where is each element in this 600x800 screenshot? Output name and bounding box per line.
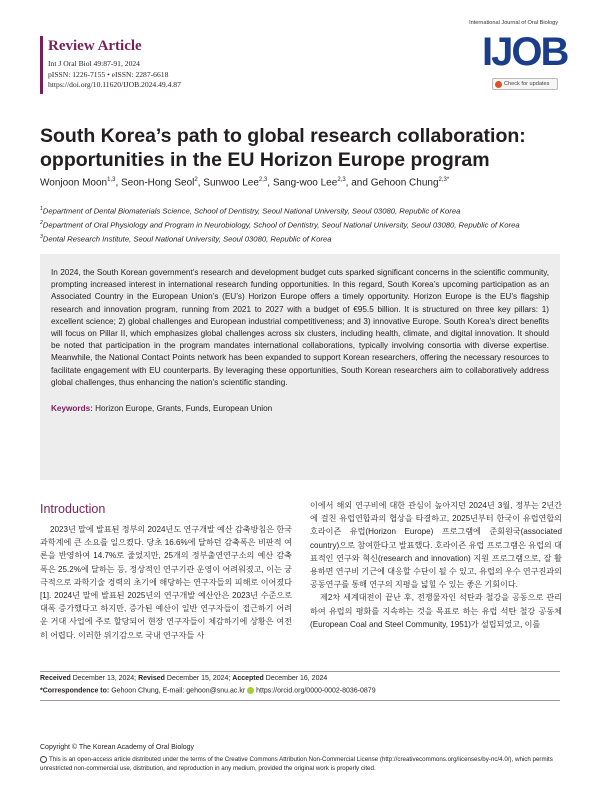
- logo-text: IJOB: [482, 30, 568, 74]
- section-heading: Introduction: [40, 502, 106, 516]
- footer-divider: [40, 700, 560, 701]
- accepted-label: Accepted: [232, 675, 264, 682]
- journal-citation: Int J Oral Biol 49:87-91, 2024: [48, 59, 140, 68]
- author-affil-sup: 2: [194, 177, 198, 183]
- received-date: December 13, 2024;: [72, 675, 137, 682]
- abstract-box: [40, 254, 560, 480]
- journal-doi[interactable]: https://doi.org/10.11620/IJOB.2024.49.4.87: [48, 80, 181, 90]
- affiliation-text: Department of Oral Physiology and Program in Neurobiology, School of Dentistry, Seoul National University, Seoul 03080, Republic of Korea: [42, 220, 520, 230]
- author-affil-sup: 1,3: [107, 177, 116, 183]
- keywords-label: Keywords:: [51, 404, 93, 414]
- check-for-updates-button[interactable]: [492, 78, 558, 90]
- correspondence-text[interactable]: Gehoon Chung, E-mail: gehoon@snu.ac.kr: [111, 687, 246, 695]
- author-list: [40, 177, 560, 188]
- journal-info: [48, 59, 181, 91]
- revised-label: Revised: [138, 675, 165, 682]
- article-title: South Korea’s path to global research collaboration: opportunities in the EU Horizon Europe program: [40, 125, 526, 171]
- affiliation: [40, 232, 560, 245]
- author-name: Sang-woo Lee: [272, 177, 338, 189]
- author-separator: ,: [115, 177, 121, 189]
- revised-date: December 15, 2024;: [166, 675, 231, 682]
- body-paragraph: 2023년 말에 발표된 정부의 2024년도 연구개발 예산 감축방침은 한국 과학계에 큰 소요를 일으켰다. 당초 16.6%에 달하던 감축폭은 비판적 여론을 반영하여 14.7%로 줄었지만, 25개의 정부출연연구소의 예산 감축폭은 25.2%에 달하는 등, 정상적인 연구기관 운영이 어려워졌고, 이는 궁극적으로 과학기술 경력의 초기에 해당하는 연구자들의 피해로 이어졌다[1]. 2024년 말에 발표된 2025년의 연구개발 예산안은 2023년 수준으로 대폭 증가했다고 하지만, 증가된 예산이 일반 연구자들이 접근하기 어려운 거대 사업에 주로 할당되어 현장 연구자들이 체감하기에 상황은 여전히 어렵다. 이러한 위기감으로 국내 연구자들 사: [40, 525, 292, 640]
- dates-line: [40, 675, 327, 682]
- affiliation-number: 1: [40, 206, 43, 212]
- orcid-link[interactable]: https://orcid.org/0000-0002-8036-0879: [256, 687, 376, 695]
- header-accent-bar: [40, 36, 43, 94]
- footer-divider: [40, 671, 560, 672]
- keywords: [51, 404, 549, 413]
- author-name: Seon-Hong Seol: [121, 177, 195, 189]
- author-separator: ,: [267, 177, 273, 189]
- author-name: Wonjoon Moon: [40, 177, 108, 189]
- check-updates-icon: [495, 81, 502, 88]
- creative-commons-icon: [40, 756, 47, 763]
- affiliation: [40, 218, 560, 231]
- affiliation-text: Dental Research Institute, Seoul National University, Seoul 03080, Republic of Korea: [42, 234, 332, 244]
- body-paragraph: 이에서 해외 연구비에 대한 관심이 높아지던 2024년 3월, 정부는 2년간에 걸친 유럽연합과의 협상을 타결하고, 2025년부터 한국이 유럽연합의 호라이즌 유럽(Horizon Europe) 프로그램에 준회원국(associated country)으로 참여한다고 발표했다. 호라이즌 유럽 프로그램은 유럽의 대표적인 연구와 혁신(research and innovation) 지원 프로그램으로, 잘 활용하면 연구비 기근에 대응할 수단이 될 수 있고, 유럽의 우수 연구진과의 공동연구를 통해 연구의 지평을 넓힐 수 있는 좋은 기회이다.: [310, 501, 562, 590]
- author-affil-sup: 2,3*: [438, 177, 450, 183]
- orcid-icon: [247, 687, 254, 694]
- affiliation-text: Department of Dental Biomaterials Science, School of Dentistry, Seoul National University, Seoul 03080, Republic of Korea: [42, 206, 461, 216]
- correspondence-label: *Correspondence to:: [40, 687, 110, 695]
- affiliation: [40, 204, 560, 217]
- correspondence-line: [40, 687, 376, 694]
- body-paragraph: 제2차 세계대전이 끝난 후, 전쟁물자인 석탄과 철강을 공동으로 관리하여 유럽의 평화를 지속하는 것을 목표로 하는 유럽 석탄 철강 공동체(European Coal and Steel Community, 1951)가 설립되었고, 이를: [310, 593, 562, 629]
- journal-logo: [482, 30, 568, 78]
- author-affil-sup: 2,3: [337, 177, 346, 183]
- abstract-text: In 2024, the South Korean government’s research and development budget cuts sparked significant concerns in the scientific community, prompting increased interest in international research funding opportunities. In this regard, South Korea’s upcoming participation as an Associated Country in the European Union’s (EU’s) Horizon Europe offers a timely opportunity. Horizon Europe is the EU’s flagship research and innovation program, running from 2021 to 2027 with a budget of €95.5 billion. It is structured on three key pillars: 1) excellent science; 2) global challenges and European industrial competitiveness; and 3) innovative Europe. South Korea’s direct benefits will focus on Pillar II, which emphasizes global challenges across six clusters, including health, climate, and digital innovation. It should be noted that participation in the program mandates international collaborations, typically involving consortia with diverse expertise. Meanwhile, the National Contact Points network has been expanded to support Korean researchers, offering the necessary resources to facilitate engagement with EU counterparts. By leveraging these opportunities, South Korean researchers aim to collaboratively address global challenges, thus enhancing the nation’s scientific standing.: [51, 268, 549, 387]
- journal-issn: pISSN: 1226-7155 • eISSN: 2287-6618: [48, 69, 169, 79]
- copyright: Copyright © The Korean Academy of Oral Biology: [40, 744, 195, 751]
- accepted-date: December 16, 2024: [265, 675, 328, 682]
- author-name: Gehoon Chung: [370, 177, 439, 189]
- author-separator: ,: [197, 177, 204, 189]
- author-affil-sup: 2,3: [258, 177, 268, 183]
- affiliation-number: 3: [40, 234, 43, 241]
- body-column-left: [40, 523, 292, 642]
- article-type: Review Article: [48, 38, 142, 54]
- affiliation-number: 2: [40, 220, 43, 227]
- journal-name: International Journal of Oral Biology: [469, 20, 558, 26]
- affiliations: [40, 204, 560, 246]
- check-updates-label: Check for updates: [504, 81, 550, 87]
- received-label: Received: [40, 675, 71, 682]
- body-column-right: [310, 499, 562, 631]
- author-separator: , and: [345, 177, 371, 189]
- author-name: Sunwoo Lee: [203, 177, 259, 189]
- license-body: This is an open-access article distributed under the terms of the Creative Commons Attribution Non-Commercial License (http://creativecommons.org/licenses/by-nc/4.0/), which permits unrestricted non-commercial use, distribution, and reproduction in any medium, provided the original work is properly cited.: [40, 756, 553, 772]
- keywords-text: Horizon Europe, Grants, Funds, European Union: [95, 404, 273, 414]
- license-text: [40, 756, 560, 773]
